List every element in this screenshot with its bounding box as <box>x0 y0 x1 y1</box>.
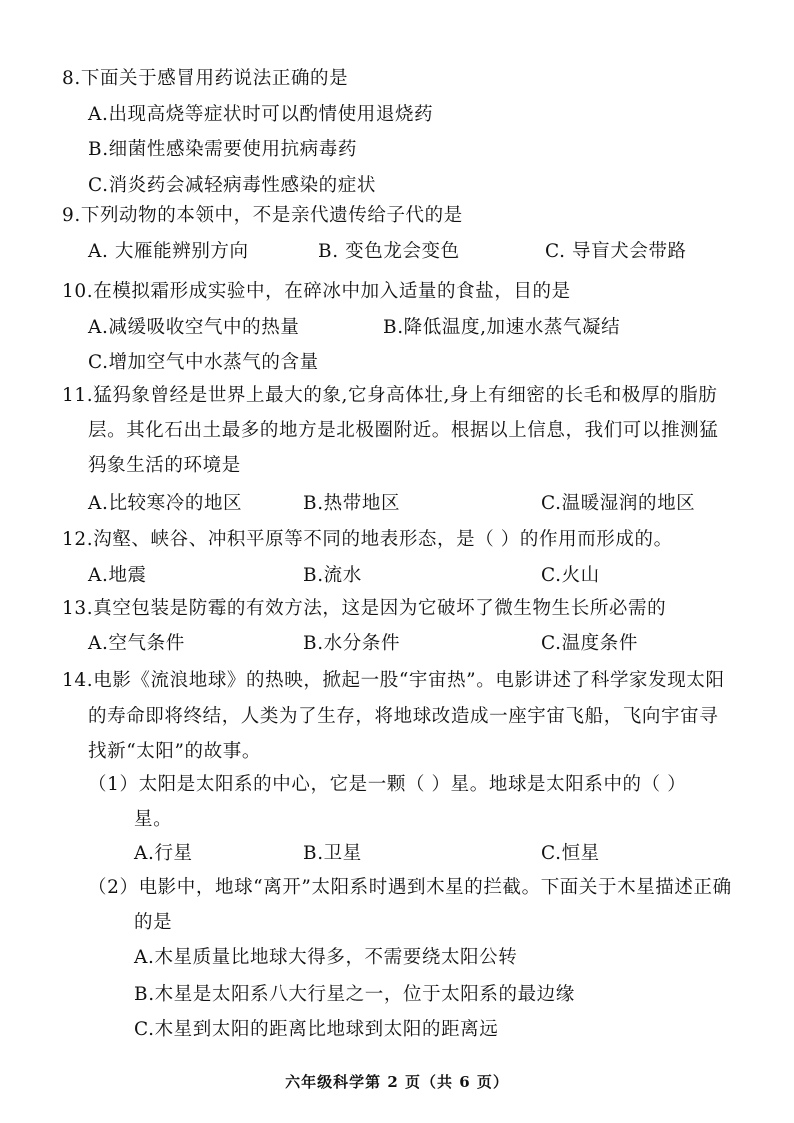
q14-stem-line1: 14.电影《流浪地球》的热映，掀起一股“宇宙热”。电影讲述了科学家发现太阳 <box>62 670 725 691</box>
q11-stem-line3: 犸象生活的环境是 <box>88 455 241 476</box>
q14-sub1-option-a: A.行星 <box>134 843 193 864</box>
q11-option-c: C.温暖湿润的地区 <box>541 493 696 514</box>
page-footer: 六年级科学第 2 页（共 6 页） <box>285 1073 509 1091</box>
q12-option-a: A.地震 <box>88 565 147 586</box>
q14-sub1-option-c: C.恒星 <box>541 843 600 864</box>
q14-sub1-line1: （1）太阳是太阳系的中心，它是一颗（ ）星。地球是太阳系中的（ ） <box>88 774 687 795</box>
q14-sub2-option-c: C.木星到太阳的距离比地球到太阳的距离远 <box>134 1019 499 1040</box>
q9-option-c: C. 导盲犬会带路 <box>545 241 687 262</box>
q8-stem: 8.下面关于感冒用药说法正确的是 <box>62 68 349 89</box>
q8-option-c: C.消炎药会减轻病毒性感染的症状 <box>88 175 376 196</box>
q13-option-a: A.空气条件 <box>88 633 185 654</box>
q14-sub1-line2: 星。 <box>134 809 173 830</box>
q13-stem: 13.真空包装是防霉的有效方法，这是因为它破坏了微生物生长所必需的 <box>62 598 667 619</box>
q14-stem-line3: 找新“太阳”的故事。 <box>88 741 261 762</box>
q14-sub2-line2: 的是 <box>134 912 173 933</box>
q11-option-a: A.比较寒冷的地区 <box>88 493 243 514</box>
q13-option-c: C.温度条件 <box>541 633 638 654</box>
q14-sub1-option-b: B.卫星 <box>303 843 362 864</box>
q12-option-b: B.流水 <box>303 565 362 586</box>
q12-stem: 12.沟壑、峡谷、冲积平原等不同的地表形态，是（ ）的作用而形成的。 <box>62 529 673 550</box>
q13-option-b: B.水分条件 <box>303 633 401 654</box>
q9-stem: 9.下列动物的本领中，不是亲代遗传给子代的是 <box>62 205 463 226</box>
q12-option-c: C.火山 <box>541 565 600 586</box>
q10-option-b: B.降低温度,加速水蒸气凝结 <box>383 317 621 338</box>
q10-option-c: C.增加空气中水蒸气的含量 <box>88 352 319 373</box>
q11-stem-line2: 层。其化石出土最多的地方是北极圈附近。根据以上信息，我们可以推测猛 <box>88 420 719 441</box>
q10-option-a: A.减缓吸收空气中的热量 <box>88 317 300 338</box>
q14-sub2-option-b: B.木星是太阳系八大行星之一，位于太阳系的最边缘 <box>134 984 575 1005</box>
q14-sub2-line1: （2）电影中，地球“离开”太阳系时遇到木星的拦截。下面关于木星描述正确 <box>88 877 732 898</box>
q14-sub2-option-a: A.木星质量比地球大得多，不需要绕太阳公转 <box>134 947 518 968</box>
q14-stem-line2: 的寿命即将终结，人类为了生存，将地球改造成一座宇宙飞船，飞向宇宙寻 <box>88 706 719 727</box>
q11-option-b: B.热带地区 <box>303 493 401 514</box>
q9-option-b: B. 变色龙会变色 <box>318 241 460 262</box>
q11-stem-line1: 11.猛犸象曾经是世界上最大的象,它身高体壮,身上有细密的长毛和极厚的脂肪 <box>62 385 718 406</box>
q10-stem: 10.在模拟霜形成实验中，在碎冰中加入适量的食盐，目的是 <box>62 281 571 302</box>
q9-option-a: A. 大雁能辨别方向 <box>88 241 249 262</box>
q8-option-b: B.细菌性感染需要使用抗病毒药 <box>88 139 357 160</box>
q8-option-a: A.出现高烧等症状时可以酌情使用退烧药 <box>88 104 434 125</box>
